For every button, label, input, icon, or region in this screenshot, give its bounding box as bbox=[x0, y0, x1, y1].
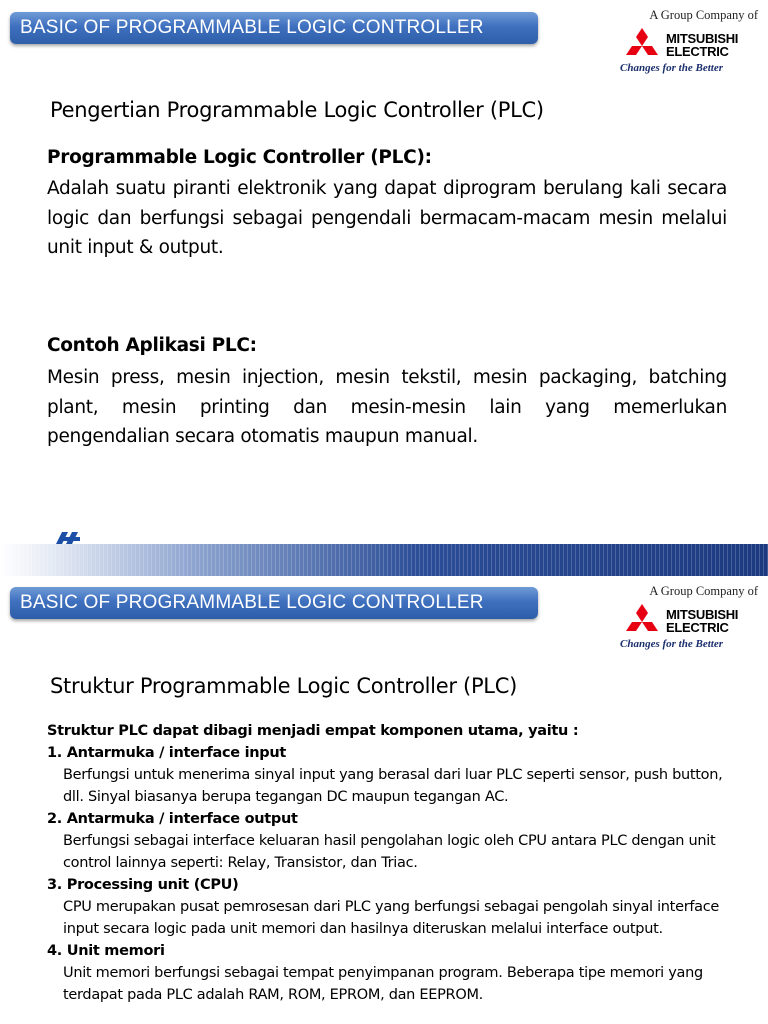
list-item-body: Berfungsi sebagai interface keluaran hasil pengolahan logic oleh CPU antara PLC dengan unit control lainnya seperti: Relay, Transistor, dan Triac. bbox=[63, 833, 716, 871]
section-heading: Contoh Aplikasi PLC: bbox=[47, 335, 257, 356]
list-item-title: 3. Processing unit (CPU) bbox=[47, 877, 239, 893]
logo-slogan: Changes for the Better bbox=[620, 62, 723, 74]
group-company-text: A Group Company of bbox=[649, 584, 758, 598]
page-title: Pengertian Programmable Logic Controller (PLC) bbox=[50, 98, 544, 122]
list-item-body: Berfungsi untuk menerima sinyal input yang berasal dari luar PLC seperti sensor, push button, dll. Sinyal biasanya berupa tegangan DC maupun tegangan AC. bbox=[63, 767, 723, 805]
header-banner: BASIC OF PROGRAMMABLE LOGIC CONTROLLER bbox=[10, 12, 538, 44]
list-item-title: 1. Antarmuka / interface input bbox=[47, 745, 287, 761]
structure-list bbox=[47, 720, 747, 1006]
mitsubishi-logo bbox=[620, 8, 760, 78]
mitsubishi-three-diamonds-icon bbox=[622, 604, 662, 640]
list-item-body: Unit memori berfungsi sebagai tempat penyimpanan program. Beberapa tipe memori yang terdapat pada PLC adalah RAM, ROM, EPROM, dan EEPROM. bbox=[63, 965, 703, 1003]
list-intro: Struktur PLC dapat dibagi menjadi empat komponen utama, yaitu : bbox=[47, 723, 579, 739]
footer-bar bbox=[0, 544, 768, 576]
logo-name-line1: MITSUBISHI bbox=[666, 31, 739, 46]
list-item-title: 4. Unit memori bbox=[47, 943, 165, 959]
mitsubishi-logo bbox=[620, 584, 760, 654]
logo-name-line1: MITSUBISHI bbox=[666, 607, 739, 622]
section-body: Mesin press, mesin injection, mesin tekstil, mesin packaging, batching plant, mesin printing dan mesin-mesin lain yang memerlukan pengendalian secara otomatis maupun manual. bbox=[47, 367, 727, 447]
group-company-text: A Group Company of bbox=[649, 8, 758, 22]
page-title: Struktur Programmable Logic Controller (PLC) bbox=[50, 674, 517, 698]
list-item-body: CPU merupakan pusat pemrosesan dari PLC yang berfungsi sebagai pengolah sinyal interface input secara logic pada unit memori dan hasilnya diteruskan melalui interface output. bbox=[63, 899, 720, 937]
logo-name-line2: ELECTRIC bbox=[666, 44, 729, 59]
section-heading: Programmable Logic Controller (PLC): bbox=[47, 147, 432, 168]
logo-slogan: Changes for the Better bbox=[620, 638, 723, 650]
mitsubishi-three-diamonds-icon bbox=[622, 28, 662, 64]
logo-name-line2: ELECTRIC bbox=[666, 620, 729, 635]
slide-2 bbox=[0, 576, 768, 1024]
section-body: Adalah suatu piranti elektronik yang dapat diprogram berulang kali secara logic dan berfungsi sebagai pengendali bermacam-macam mesin melalui unit input & output. bbox=[47, 178, 727, 258]
footer-stripes bbox=[0, 544, 768, 576]
list-item-title: 2. Antarmuka / interface output bbox=[47, 811, 298, 827]
header-banner: BASIC OF PROGRAMMABLE LOGIC CONTROLLER bbox=[10, 587, 538, 619]
